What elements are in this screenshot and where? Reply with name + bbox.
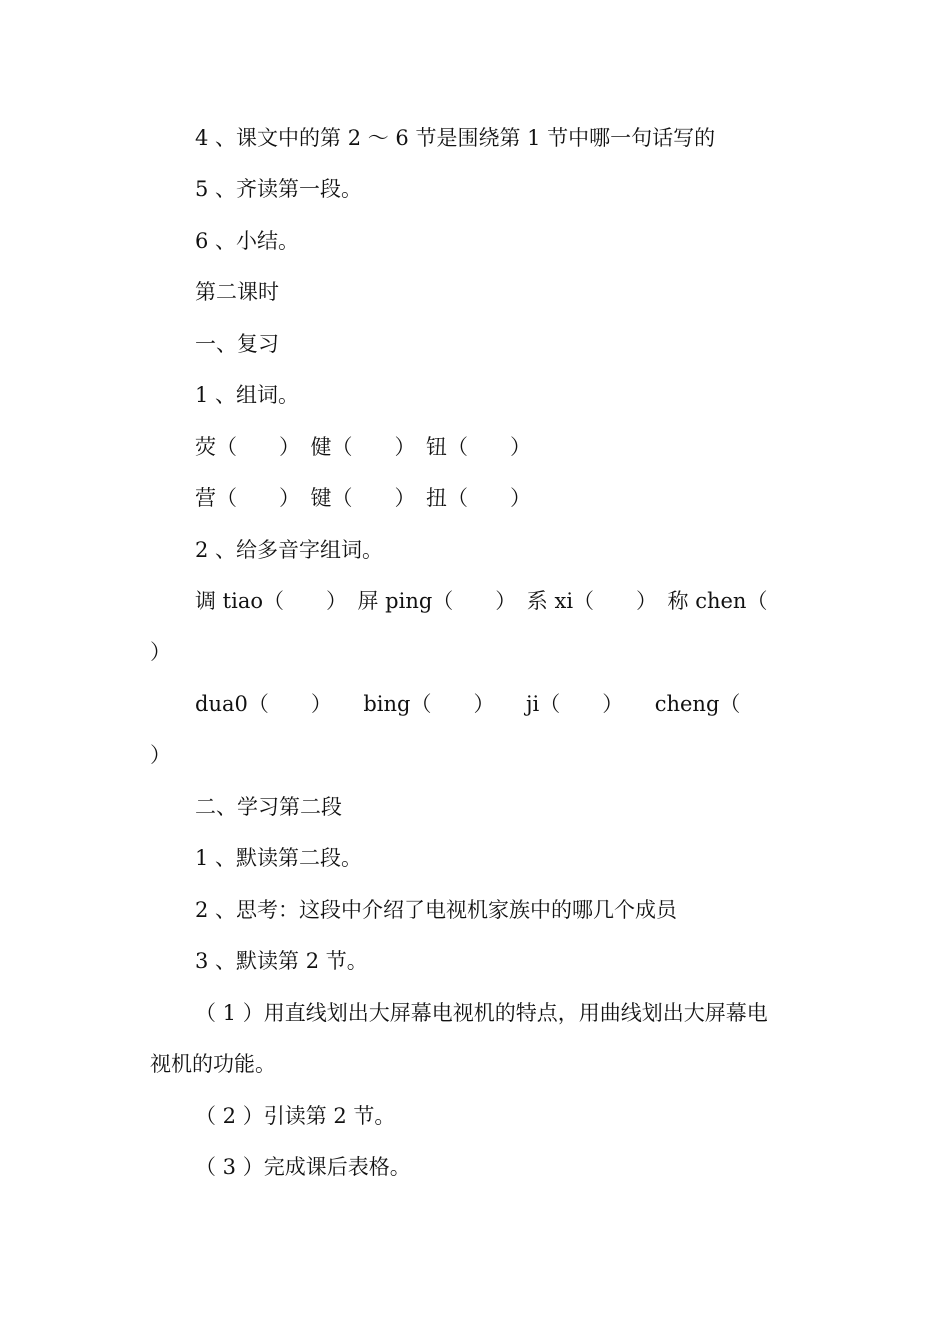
text-line: 1 、默读第二段。 xyxy=(195,846,363,870)
text-line: 2 、思考：这段中介绍了电视机家族中的哪几个成员 xyxy=(195,898,678,922)
exercise-line: 荧（ ） 健（ ） 钮（ ） xyxy=(195,435,531,459)
text-line: （ 3 ）完成课后表格。 xyxy=(195,1155,411,1179)
text-line: 4 、课文中的第 2 ～ 6 节是围绕第 1 节中哪一句话写的 xyxy=(195,126,716,150)
exercise-line: 营（ ） 键（ ） 扭（ ） xyxy=(195,486,531,510)
text-line: 3 、默读第 2 节。 xyxy=(195,949,368,973)
text-line: 5 、齐读第一段。 xyxy=(195,177,363,201)
text-line: 6 、小结。 xyxy=(195,229,300,253)
exercise-line: dua0（ ） bing（ ） ji（ ） cheng（ xyxy=(195,692,741,716)
section-heading: 二、学习第二段 xyxy=(195,795,342,819)
exercise-line-continuation: ） xyxy=(150,640,171,664)
text-line: 1 、组词。 xyxy=(195,383,300,407)
section-heading: 第二课时 xyxy=(195,280,279,304)
exercise-line: 调 tiao（ ） 屏 ping（ ） 系 xi（ ） 称 chen（ xyxy=(195,589,768,613)
text-line: 2 、给多音字组词。 xyxy=(195,538,384,562)
section-heading: 一、复习 xyxy=(195,332,279,356)
text-line: （ 1 ）用直线划出大屏幕电视机的特点，用曲线划出大屏幕电 xyxy=(195,1001,768,1025)
text-line-continuation: 视机的功能。 xyxy=(150,1052,276,1076)
exercise-line-continuation: ） xyxy=(150,743,171,767)
text-line: （ 2 ）引读第 2 节。 xyxy=(195,1104,396,1128)
